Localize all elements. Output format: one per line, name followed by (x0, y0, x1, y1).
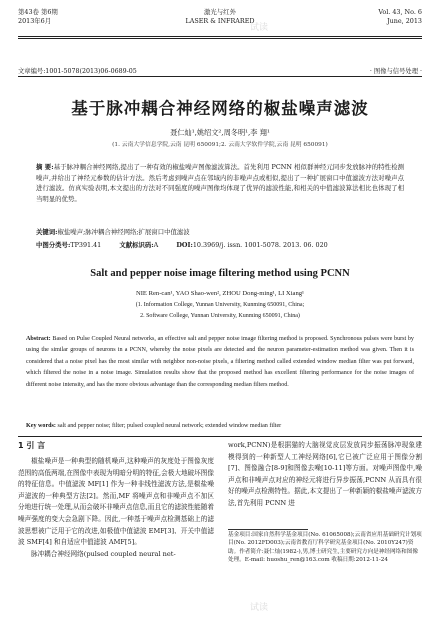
affiliation-en-1: (1. Information College, Yunnan University, Kunming 650091, China; (135, 302, 305, 308)
body-left-text: 椒盐噪声是一种典型的随机噪声,这种噪声的灰度处于图像灰度范围的高低两端,在图像中表现为明暗分明的特征,会极大地破坏图像的特征信息。中值滤波 MF[1] 作为一种非线性滤波方法,是椒盐噪声滤波的一种典型方法[2]。然而,MF 将噪声点和非噪声点不加区分地进行统一处理,从而会破坏非噪声点信息,而且它的滤波性能随着噪声强度的变大会急剧下降。因此,一种基于噪声点检测基础上的滤波思想被广泛用于它的改进,如极值中值滤波 EMF[3]、开关中值滤波 SMF[4] 和自适应中值滤波 AMF[5]。 (18, 457, 214, 547)
clc-value: TP391.41 (70, 241, 102, 249)
classification-line (36, 240, 408, 249)
affiliation-en-2: 2. Software College, Yunnan University, Kunming 650091, China) (140, 313, 300, 319)
doi-label: DOI: (176, 241, 193, 249)
watermark: 试读 (250, 603, 269, 613)
doc-value: A (153, 241, 159, 249)
authors-en: NIE Ren-can¹, YAO Shao-wen², ZHOU Dong-ming¹, LI Xiang¹ (135, 290, 305, 297)
abstract-en-label: Abstract: (26, 336, 51, 342)
article-meta (18, 66, 422, 75)
footnote: 基金项目:国家自然科学基金项目(No. 61065008);云南省应用基础研究计划项目(No. 2012FD003);云南省教育厅科学研究基金项目(No. 2010Y247)资助。作者简介:聂仁灿(1982-),男,博士研究生,主要研究方向是神经网络和图像处理。E-mail: huoshu_ren@163.com 收稿日期:2012-11-24 (228, 532, 422, 564)
header-center (18, 8, 422, 26)
body-left-tail: 脉冲耦合神经网络(pulsed coupled neural net- (31, 549, 176, 558)
paper-title-cn: 基于脉冲耦合神经网络的椒盐噪声滤波 (71, 99, 369, 118)
meta-rule (18, 76, 422, 77)
journal-cn: 激光与红外 (204, 8, 236, 16)
article-category: · 图像与信号处理 · (369, 68, 422, 75)
body-right-column (228, 440, 422, 510)
keywords-en (26, 423, 414, 429)
doi-value: 10.3969/j. issn. 1001-5078. 2013. 06. 020 (192, 241, 328, 249)
header-right (378, 8, 422, 26)
watermark: 试读 (250, 23, 269, 33)
paper-title-en: Salt and pepper noise image filtering method using PCNN (90, 268, 350, 279)
date-en: June, 2013 (387, 17, 422, 25)
abstract-en (26, 334, 414, 391)
abstract-end-rule (18, 436, 422, 437)
keywords-en-text: salt and pepper noise; filter; pulsed coupled neural network; extended window median filter (57, 423, 282, 429)
article-number: 文章编号:1001-5078(2013)06-0689-05 (18, 68, 137, 75)
abstract-cn-label: 摘 要: (36, 163, 54, 171)
header-rule (18, 36, 422, 37)
authors-cn: 聂仁灿¹,姚绍文²,周冬明¹,李 翔¹ (170, 128, 270, 137)
journal-en: LASER & INFRARED (185, 17, 255, 25)
body-right-text: work,PCNN)是根据猫的大脑视觉皮层发放同步振荡脉冲现象建模得到的一种新型人工神经网络[6],它已被广泛应用于图像分割[7]、图像融合[8-9]和图像去噪[10-11]等方面。对噪声图像中,噪声点和非噪声点对应的神经元将进行异步振荡,PCNN 从而具有很好的噪声点检测特性。据此,本文提出了一种新颖的椒盐噪声滤波方法,首先利用 PCNN 进 (228, 441, 422, 507)
clc-label: 中图分类号: (36, 241, 71, 249)
body-left-column (18, 456, 214, 560)
date-cn: 2013年6月 (18, 17, 52, 25)
doc-label: 文献标识码: (119, 241, 154, 249)
keywords-en-label: Key words: (26, 423, 56, 429)
affiliation-cn: (1. 云南大学信息学院,云南 昆明 650091;2. 云南大学软件学院,云南 昆明 650091) (112, 142, 328, 148)
volume-en: Vol. 43, No. 6 (378, 8, 422, 16)
running-header (18, 8, 422, 34)
keywords-cn (36, 227, 190, 236)
abstract-cn-text: 基于脉冲耦合神经网络,提出了一种有效的椒盐噪声图像滤波算法。首先利用 PCNN 相似群神经元同步发放脉冲的特性检测噪声,并给出了神经元参数的估计方法。然后考虑到噪声点在邻域内的非噪声点或相似,提出了一种扩展窗口中值滤波方法对噪声点进行滤波。仿真实验表明,本文提出的方法对不同强度的噪声图像均体现了优异的滤波性能,和相关的中值滤波算法相比也体现了相当明显的优势。 (36, 163, 404, 203)
volume-cn: 第43卷 第6期 (18, 8, 58, 16)
header-rule-thin (18, 38, 422, 39)
footnote-rule (228, 529, 308, 530)
keywords-cn-text: 椒盐噪声;脉冲耦合神经网络;扩展窗口中值滤波 (57, 228, 190, 236)
abstract-en-text: Based on Pulse Coupled Neural networks, an effective salt and pepper noise image filtering method is proposed. Synchronous pulses were burst by using the similar groups of neurons in a PCNN, whereby the noise pixels are detected and the neuron parameter-estimation method was given. Then it is considered that a noise pixel has the most similar with neighbor non-noise pixels, a filtering method called extended window median filter was put forward, which filtered the noise in a noise image. Simulation results show that the proposed method has excellent filtering performance for the noise images of different noise intensity, and has the more obvious advantage than the corresponding median filters method. (26, 336, 414, 388)
section-heading-intro: 1 引 言 (18, 441, 46, 450)
keywords-cn-label: 关键词: (36, 228, 58, 236)
abstract-cn (36, 162, 404, 204)
